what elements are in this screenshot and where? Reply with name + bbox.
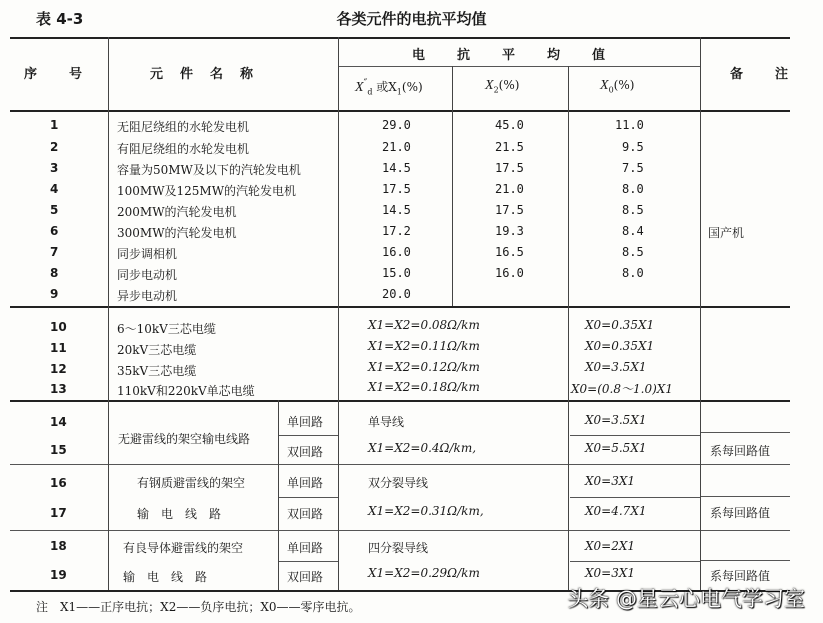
x0-divider [570,435,700,436]
circuit-label: 单回路 [287,476,324,490]
header-x2 [485,78,519,94]
row-x2: 21.0 [495,182,524,196]
row-x12: X1=X2=0.08Ω/km [368,318,480,332]
x0-divider [570,497,700,498]
row-no: 3 [50,161,59,175]
row-x0: X0=3.5X1 [585,360,647,374]
row-name: 6～10kV三芯电缆 [117,322,216,336]
row-x0: X0=3X1 [585,474,636,488]
col-divider-seq [108,37,109,590]
row-x0: 8.5 [622,245,644,259]
group-name-line2: 输 电 线 路 [137,507,222,521]
row-name: 同步电动机 [117,268,178,282]
row-x1: 14.5 [382,203,411,217]
row-no: 18 [50,539,67,553]
row-no: 16 [50,476,67,490]
row-x12: X1=X2=0.12Ω/km [368,360,480,374]
row-x0: X0=4.7X1 [585,504,647,518]
row-remark: 系每回路值 [710,506,771,520]
row-x12: X1=X2=0.18Ω/km [368,380,480,394]
x1-sub: d [367,87,373,97]
row-x1: 21.0 [382,140,411,154]
row-x0: 11.0 [615,118,644,132]
col-divider-x1 [452,66,453,306]
group-x12: X1=X2=0.31Ω/km, [368,504,484,518]
row-x0: X0=0.35X1 [585,318,655,332]
row-x1: 17.5 [382,182,411,196]
row-name: 300MW的汽轮发电机 [117,226,237,240]
header-x1 [355,78,423,96]
header-name: 元 件 名 称 [150,67,256,82]
x0-unit: (%) [613,78,635,92]
row-name: 有阻尼绕组的水轮发电机 [117,142,250,156]
row-no: 12 [50,362,67,376]
row-no: 14 [50,415,67,429]
row-no: 11 [50,341,67,355]
conductor-type: 单导线 [368,415,405,429]
col-divider-x0 [700,37,701,590]
remark-divider [700,432,790,433]
circuit-label: 双回路 [287,570,324,584]
row-x2: 17.5 [495,161,524,175]
x0-divider [570,561,700,562]
circuit-label: 单回路 [287,541,324,555]
x1-rest-sub: 1 [396,87,402,97]
row-name: 同步调相机 [117,247,178,261]
table-number: 表 4-3 [36,10,84,28]
remark-divider [700,560,790,561]
group-x12: X1=X2=0.29Ω/km [368,566,480,580]
header-bottom-rule [10,110,790,112]
header-remark: 备 注 [730,67,791,82]
row-no: 8 [50,266,59,280]
conductor-type: 四分裂导线 [368,541,429,555]
row-x12: X1=X2=0.11Ω/km [368,339,480,353]
row-x0: X0=0.35X1 [585,339,655,353]
row-x2: 17.5 [495,203,524,217]
remark-domestic: 国产机 [708,226,745,240]
row-x2: 19.3 [495,224,524,238]
section1-bottom-rule [10,306,790,308]
row-name: 200MW的汽轮发电机 [117,205,237,219]
row-no: 2 [50,140,59,154]
row-no: 5 [50,203,59,217]
conductor-type: 双分裂导线 [368,476,429,490]
row-x0: 8.0 [622,266,644,280]
row-x2: 45.0 [495,118,524,132]
circuit-label: 双回路 [287,507,324,521]
table-title: 各类元件的电抗平均值 [336,10,487,28]
group-name-line2: 输 电 线 路 [123,570,208,584]
row-x0: 8.0 [622,182,644,196]
x2-symbol: X [485,78,494,93]
row-x0: 8.4 [622,224,644,238]
row-no: 1 [50,118,59,132]
row-no: 13 [50,382,67,396]
row-x1: 17.2 [382,224,411,238]
row-name: 35kV三芯电缆 [117,364,197,378]
row-no: 19 [50,568,67,582]
row-x1: 29.0 [382,118,411,132]
row-x1: 15.0 [382,266,411,280]
row-x0: X0=3X1 [585,566,636,580]
x1-unit: (%) [401,80,423,94]
row-x1: 16.0 [382,245,411,259]
col-divider-name [338,37,339,590]
row-x0: X0=3.5X1 [585,413,647,427]
group-x12: X1=X2=0.4Ω/km, [368,441,477,455]
row-name: 20kV三芯电缆 [117,343,197,357]
section2-bottom-rule [10,400,790,402]
x1-symbol: X [355,80,364,95]
circuit-divider [278,497,338,498]
header-group: 电 抗 平 均 值 [412,48,608,63]
row-x0: X0=5.5X1 [585,441,647,455]
row-no: 10 [50,320,67,334]
group2-bottom-rule [10,530,700,531]
header-x0 [600,78,634,94]
row-remark: 系每回路值 [710,444,771,458]
row-no: 4 [50,182,59,196]
row-x1: 20.0 [382,287,411,301]
top-rule [10,37,790,39]
group-name: 无避雷线的架空输电线路 [118,432,251,446]
x1-or: 或X [372,80,397,94]
remark-divider [700,530,790,531]
x0-symbol: X [600,78,609,93]
remark-divider [700,464,790,465]
row-x0: X0=2X1 [585,539,636,553]
group1-bottom-rule [10,464,700,465]
col-divider-circuit [278,400,279,590]
row-no: 7 [50,245,59,259]
row-no: 15 [50,443,67,457]
row-name: 110kV和220kV单芯电缆 [117,384,255,398]
circuit-divider [278,435,338,436]
x1-sup: ″ [363,78,368,89]
x2-unit: (%) [498,78,520,92]
row-name: 100MW及125MW的汽轮发电机 [117,184,297,198]
header-mid-rule [338,66,700,67]
row-x2: 16.5 [495,245,524,259]
circuit-divider [278,561,338,562]
circuit-label: 双回路 [287,445,324,459]
row-no: 6 [50,224,59,238]
table-note: 注 X1——正序电抗；X2——负序电抗；X0——零序电抗。 [36,600,361,614]
group-name-line1: 有良导体避雷线的架空 [123,541,244,555]
circuit-label: 单回路 [287,415,324,429]
row-no: 9 [50,287,59,301]
row-x0: 7.5 [622,161,644,175]
row-x0: X0=(0.8～1.0)X1 [571,382,673,396]
group-name-line1: 有钢质避雷线的架空 [137,476,246,490]
row-x0: 9.5 [622,140,644,154]
col-divider-x2 [568,66,569,590]
row-x0: 8.5 [622,203,644,217]
row-x2: 21.5 [495,140,524,154]
watermark: 头条 @星云心电气学习室 [567,587,805,611]
x2-sub: 2 [493,85,499,95]
row-name: 无阻尼绕组的水轮发电机 [117,120,250,134]
row-name: 异步电动机 [117,289,178,303]
row-x2: 16.0 [495,266,524,280]
x0-sub: 0 [608,85,614,95]
row-remark: 系每回路值 [710,569,771,583]
row-no: 17 [50,506,67,520]
row-x1: 14.5 [382,161,411,175]
header-seq: 序 号 [24,67,85,82]
remark-divider [700,496,790,497]
row-name: 容量为50MW及以下的汽轮发电机 [117,163,301,177]
